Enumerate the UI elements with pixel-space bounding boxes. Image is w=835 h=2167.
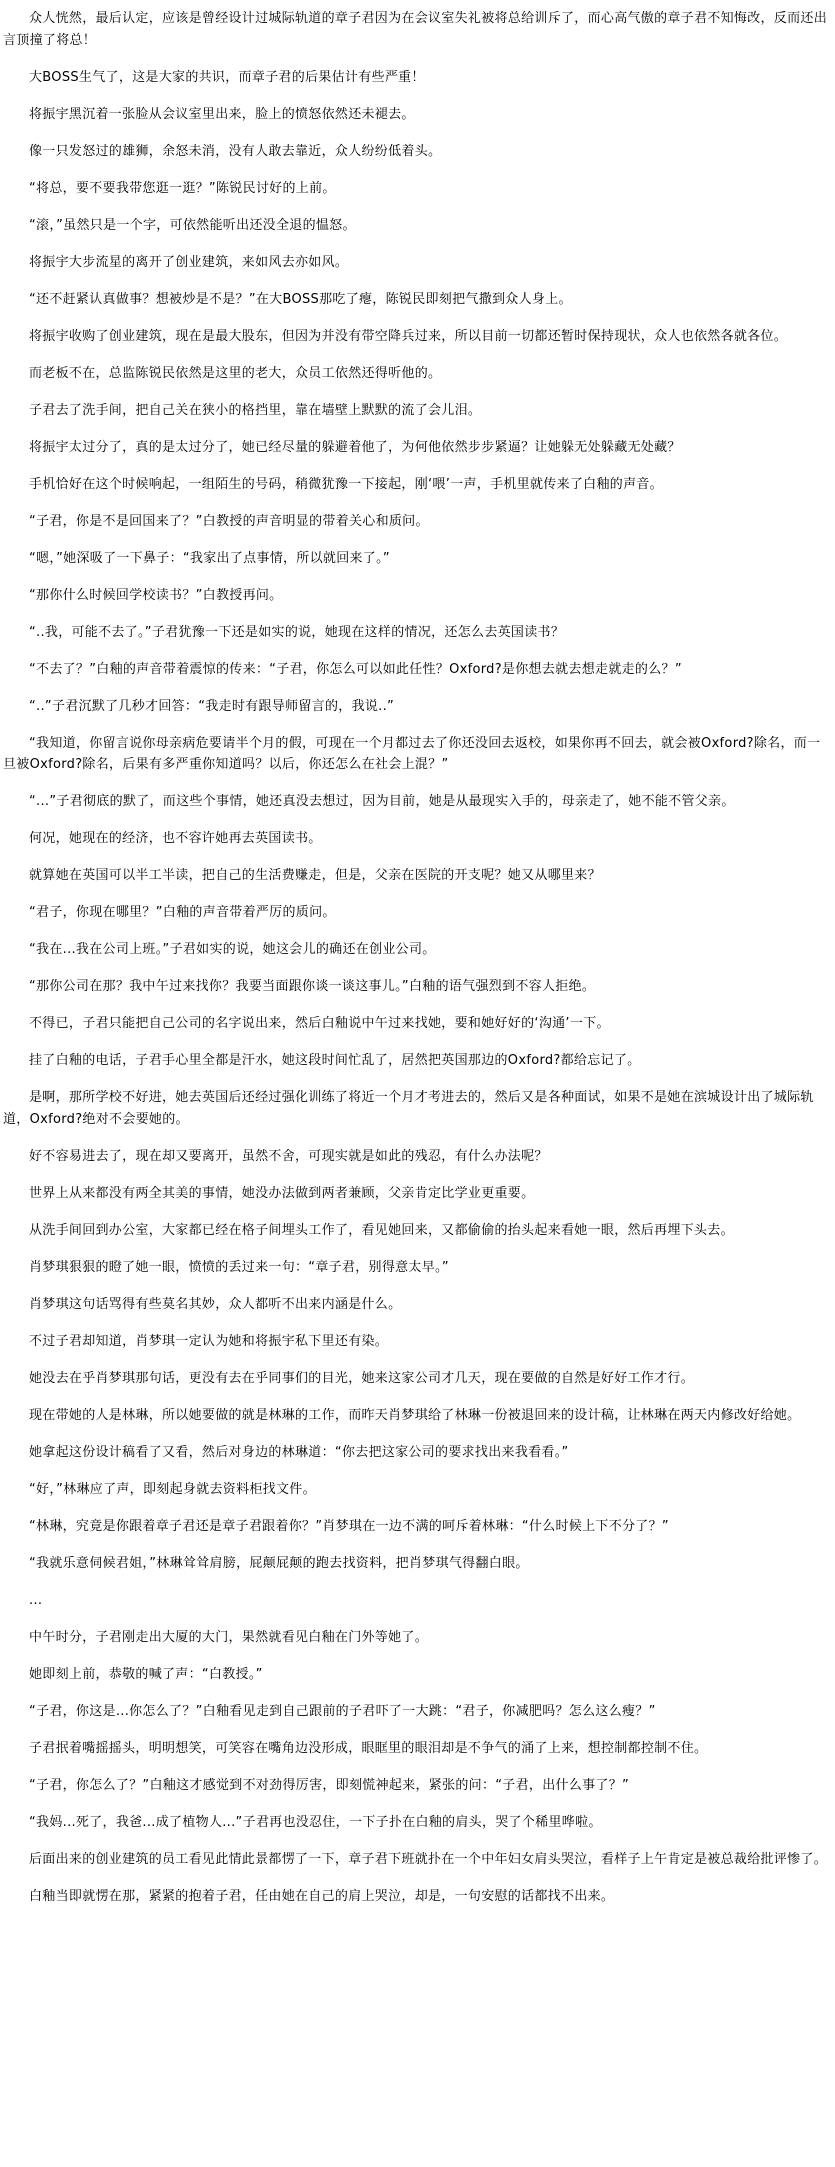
paragraph: “..我，可能不去了。”子君犹豫一下还是如实的说，她现在这样的情况，还怎么去英国读书？: [29, 624, 565, 640]
paragraph: 众人恍然，最后认定，应该是曾经设计过城际轨道的章子君因为在会议室失礼被将总给训斥了，而心高气傲的章子君不知悔改，反而还出言顶撞了将总！: [3, 11, 828, 48]
paragraph: 中午时分，子君刚走出大厦的大门，果然就看见白釉在门外等她了。: [29, 1629, 429, 1645]
paragraph: 不过子君却知道，肖梦琪一定认为她和将振宇私下里还有染。: [29, 1333, 389, 1349]
paragraph: ...: [29, 1592, 43, 1608]
paragraph: 肖梦琪这句话骂得有些莫名其妙，众人都听不出来内涵是什么。: [29, 1296, 402, 1312]
paragraph: “..”子君沉默了几秒才回答：“我走时有跟导师留言的，我说..”: [29, 698, 395, 714]
paragraph: 好不容易进去了，现在却又要离开，虽然不舍，可现实就是如此的残忍，有什么办法呢？: [29, 1148, 548, 1164]
paragraph: “那你公司在那？我中午过来找你？我要当面跟你谈一谈这事儿。”白釉的语气强烈到不容人拒绝。: [29, 979, 596, 994]
paragraph: “...”子君彻底的默了，而这些个事情，她还真没去想过，因为目前，她是从最现实入手的，母亲走了，她不能不管父亲。: [29, 794, 735, 809]
paragraph: “林琳，究竟是你跟着章子君还是章子君跟着你？”肖梦琪在一边不满的呵斥着林琳：“什么时候上下不分了？”: [29, 1518, 669, 1534]
paragraph: 她没去在乎肖梦琪那句话，更没有去在乎同事们的目光，她来这家公司才几天，现在要做的自然是好好工作才行。: [29, 1370, 695, 1386]
paragraph: “嗯，”她深吸了一下鼻子：“我家出了点事情，所以就回来了。”: [29, 550, 390, 566]
paragraph: 何况，她现在的经济，也不容许她再去英国读书。: [29, 831, 322, 846]
paragraph: “我就乐意伺候君姐，”林琳耸耸肩膀，屁颠屁颠的跑去找资料，把肖梦琪气得翻白眼。: [29, 1555, 529, 1571]
paragraph: “我妈...死了，我爸...成了植物人...”子君再也没忍住，一下子扑在白釉的肩头，哭了个稀里哗啦。: [29, 1814, 602, 1830]
paragraph: 将振宇太过分了，真的是太过分了，她已经尽量的躲避着他了，为何他依然步步紧逼？让她躲无处躲藏无处藏？: [29, 439, 681, 455]
paragraph: 手机恰好在这个时候响起，一组陌生的号码，稍微犹豫一下接起，刚‘喂’一声，手机里就传来了白釉的声音。: [29, 476, 663, 492]
paragraph: “我在...我在公司上班。”子君如实的说，她这会儿的确还在创业公司。: [29, 942, 436, 957]
paragraph: 现在带她的人是林琳，所以她要做的就是林琳的工作，而昨天肖梦琪给了林琳一份被退回来的设计稿，让林琳在两天内修改好给她。: [29, 1407, 801, 1423]
paragraph: “好，”林琳应了声，即刻起身就去资料柜找文件。: [29, 1481, 316, 1497]
paragraph: 就算她在英国可以半工半读，把自己的生活费赚走，但是，父亲在医院的开支呢？她又从哪里来？: [29, 868, 601, 883]
paragraph: “滚，”虽然只是一个字，可依然能听出还没全退的愠怒。: [29, 217, 356, 233]
paragraph: 白釉当即就愣在那，紧紧的抱着子君，任由她在自己的肩上哭泣，却是，一句安慰的话都找不出来。: [29, 1888, 615, 1904]
paragraph: 后面出来的创业建筑的员工看见此情此景都愣了一下，章子君下班就扑在一个中年妇女肩头哭泣，看样子上午肯定是被总裁给批评惨了。: [29, 1851, 828, 1867]
paragraph: 将振宇黑沉着一张脸从会议室里出来，脸上的愤怒依然还未褪去。: [29, 106, 415, 122]
paragraph: “将总，要不要我带您逛一逛？”陈锐民讨好的上前。: [29, 180, 336, 196]
paragraph: “君子，你现在哪里？”白釉的声音带着严厉的质问。: [29, 905, 336, 920]
paragraph: 大BOSS生气了，这是大家的共识，而章子君的后果估计有些严重！: [29, 69, 425, 85]
paragraph: “我知道，你留言说你母亲病危要请半个月的假，可现在一个月都过去了你还没回去返校，如果你再不回去，就会被Oxford?除名，而一旦被Oxford?除名，后果有多严重你知道吗？以后，你还怎么在社会上混？”: [3, 735, 821, 772]
paragraph: “不去了？”白釉的声音带着震惊的传来：“子君，你怎么可以如此任性？Oxford?是你想去就去想走就走的么？”: [29, 661, 682, 677]
paragraph: 而老板不在，总监陈锐民依然是这里的老大，众员工依然还得听他的。: [29, 365, 442, 381]
paragraph: “还不赶紧认真做事？想被炒是不是？”在大BOSS那吃了瘪，陈锐民即刻把气撒到众人身上。: [29, 291, 572, 307]
paragraph: “那你什么时候回学校读书？”白教授再问。: [29, 587, 283, 603]
paragraph: 将振宇收购了创业建筑，现在是最大股东，但因为并没有带空降兵过来，所以目前一切都还暂时保持现状，众人也依然各就各位。: [29, 328, 788, 344]
paragraph: 从洗手间回到办公室，大家都已经在格子间埋头工作了，看见她回来，又都偷偷的抬头起来看她一眼，然后再埋下头去。: [29, 1222, 734, 1238]
paragraph: 她即刻上前，恭敬的喊了声：“白教授。”: [29, 1666, 263, 1682]
paragraph: 像一只发怒过的雄狮，余怒未消，没有人敢去靠近，众人纷纷低着头。: [29, 143, 442, 159]
paragraph: “子君，你这是...你怎么了？”白釉看见走到自己跟前的子君吓了一大跳：“君子，你减肥吗？怎么这么瘦？”: [29, 1703, 656, 1719]
paragraph: “子君，你是不是回国来了？”白教授的声音明显的带着关心和质问。: [29, 513, 429, 529]
paragraph: 不得已，子君只能把自己公司的名字说出来，然后白釉说中午过来找她，要和她好好的‘沟通’一下。: [29, 1016, 610, 1031]
paragraph: “子君，你怎么了？”白釉这才感觉到不对劲得厉害，即刻慌神起来，紧张的问：“子君，出什么事了？”: [29, 1777, 630, 1793]
paragraph: 是啊，那所学校不好进，她去英国后还经过强化训练了将近一个月才考进去的，然后又是各种面试，如果不是她在滨城设计出了城际轨道，Oxford?绝对不会要她的。: [3, 1090, 814, 1127]
paragraph: 子君去了洗手间，把自己关在狭小的格挡里，靠在墙壁上默默的流了会儿泪。: [29, 402, 482, 418]
paragraph: 将振宇大步流星的离开了创业建筑，来如风去亦如风。: [29, 254, 349, 270]
paragraph: 挂了白釉的电话，子君手心里全都是汗水，她这段时间忙乱了，居然把英国那边的Oxford?都给忘记了。: [29, 1053, 641, 1068]
paragraph: 子君抿着嘴摇摇头，明明想笑，可笑容在嘴角边没形成，眼眶里的眼泪却是不争气的涌了上来，想控制都控制不住。: [29, 1740, 708, 1756]
paragraph: 她拿起这份设计稿看了又看，然后对身边的林琳道：“你去把这家公司的要求找出来我看看。”: [29, 1444, 569, 1460]
paragraph: 肖梦琪狠狠的瞪了她一眼，愤愤的丢过来一句：“章子君，别得意太早。”: [29, 1259, 449, 1275]
paragraph: 世界上从来都没有两全其美的事情，她没办法做到两者兼顾，父亲肯定比学业更重要。: [29, 1185, 535, 1201]
